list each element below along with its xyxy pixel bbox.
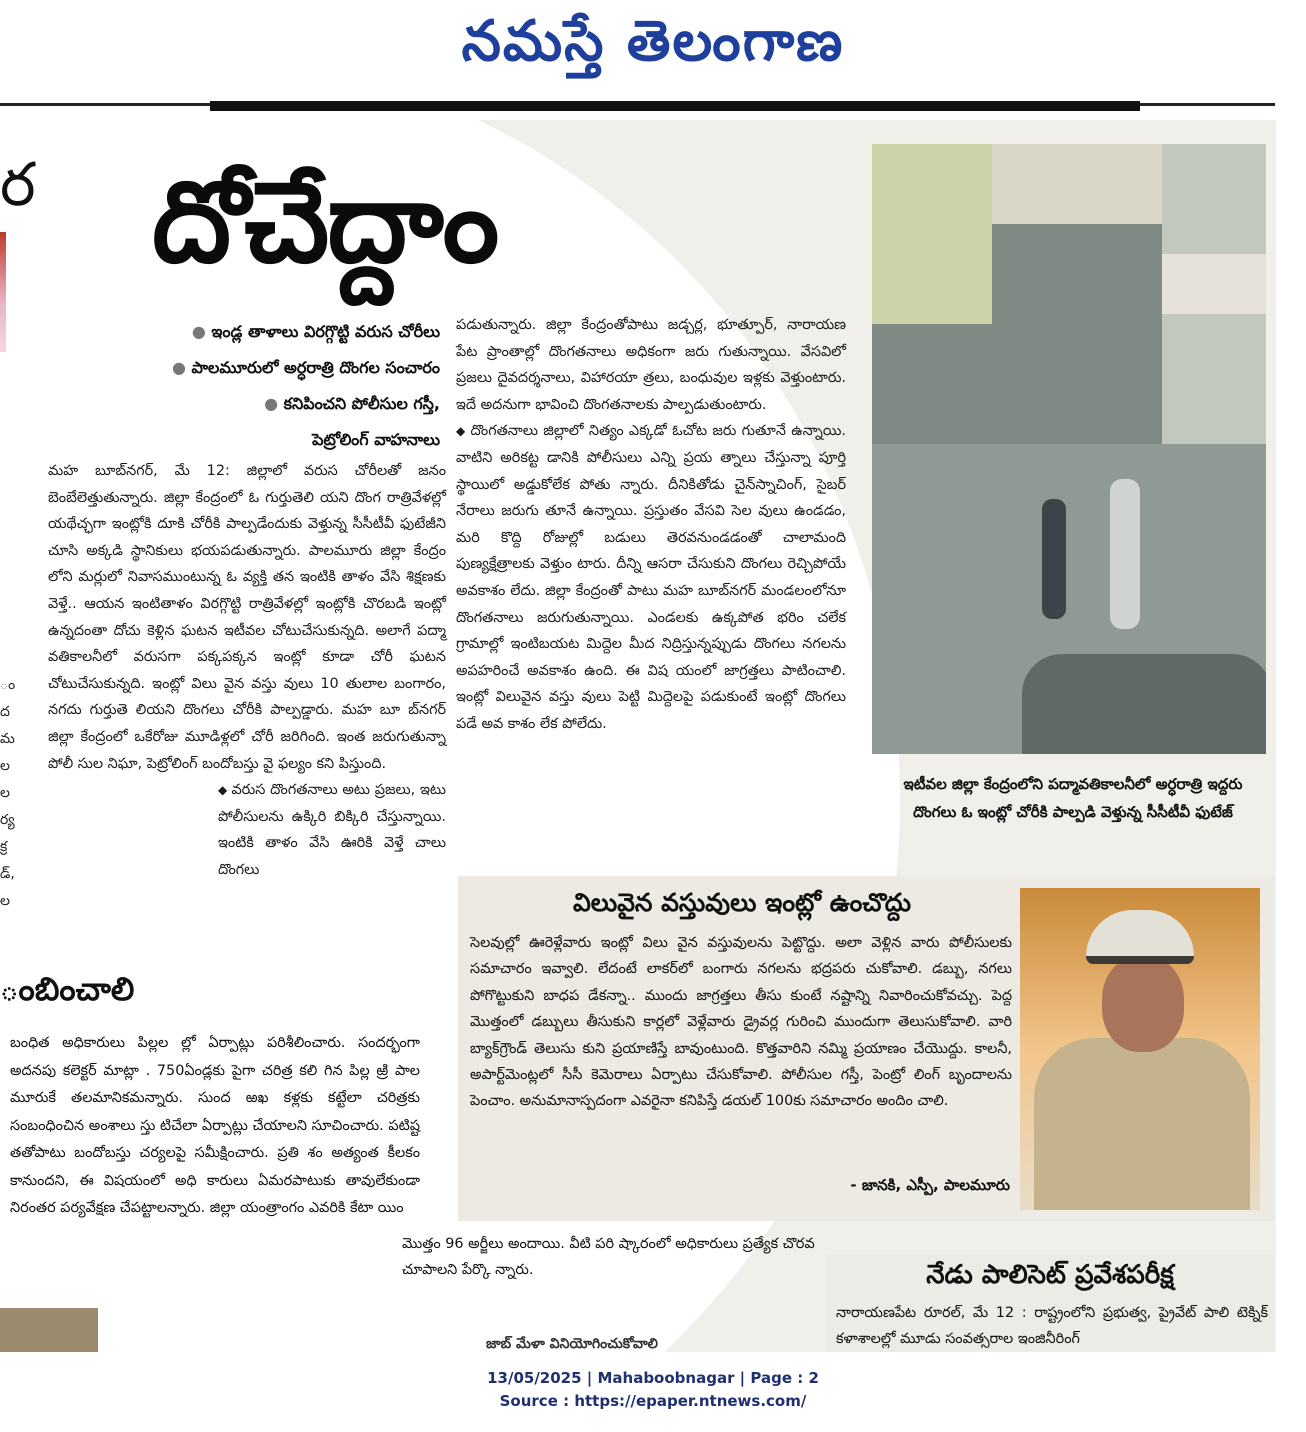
bullet-item: ● పాలమూరులో అర్ధరాత్రి దొంగల సంచారం [40, 350, 440, 386]
footer-source-link[interactable]: Source : https://epaper.ntnews.com/ [499, 1392, 807, 1410]
bullet-item: ● ఇండ్ల తాళాలు విరగ్గొట్టి వరుస చోరీలు [40, 314, 440, 350]
masthead-rule-center [210, 101, 1140, 111]
side-char: ల [0, 785, 10, 801]
masthead-rule-left [0, 103, 210, 106]
third-story-text: మొత్తం 96 అర్జీలు అందాయి. వీటి పరి ష్కారంలో అధికారులు ప్రత్యేక చొరవ చూపాలని పేర్కొ న్నారు. [402, 1236, 815, 1278]
cut-headline-glyph: ర [0, 150, 36, 220]
story-paragraph: ◆ దొంగతనాలు జిల్లాలో నిత్యం ఎక్కడో ఓచోట జరు గుతూనే ఉన్నాయి. వాటిని అరికట్ట డానికి పోలీసులు ఎన్ని ప్రయ త్నాలు చేస్తున్నా పూర్తి స్థాయిలో అడ్డుకోలేక పోతు న్నారు. దీనికితోడు చైన్‌స్నాచింగ్, సైబర్ నేరాలు జరుగు తూనే ఉన్నాయి. ప్రస్తుతం వేసవి సెల వులు ఉండడం, మరి కొద్ది రోజుల్లో బడులు తెరవనుండడంతో చాలామంది పుణ్యక్షేత్రాలకు వెళ్తుం టారు. దీన్ని ఆసరా చేసుకుని దొంగలు రెచ్చిపోయే అవకాశం లేదు. జిల్లా కేంద్రంతో పాటు మహ బూబ్‌నగర్ మండలంలోనూ దొంగతనాలు జరుగుతున్నాయి. ఎండలకు ఉక్కపోత భరిం చలేక గ్రామాల్లో ఇంటిబయట మిద్దెల మీద నిద్రిస్తున్నప్పుడు దొంగలు నగలను అపహరించే అవకాశం ఉంది. ఈ విష యంలో జాగ్రత్తలు పాటించాలి. ఇంట్లో విలువైన వస్తు వులు పెట్టి మిద్దెలపై పడుకుంటే ఇంట్లో దొంగలు పడే అవ కాశం లేక పోలేదు. [456, 418, 846, 737]
second-story-text: బంధిత అధికారులు పిల్లల ల్లో ఏర్పాట్లు పరిశీలించారు. సందర్భంగా అదనపు కలెక్టర్ మాట్లా . 750ఏండ్లకు పైగా చరిత్ర కలి గిన పిల్ల ఱ్రి పాల మూరుకే తలమానికమన్నారు. సుంద ఱఖ కళ్లకు కట్టేలా చరిత్రకు సంబంధించిన అంశాలు స్తు టిచేలా ఏర్పాట్లు చేయాలని సూచించారు. పటిష్ట తతోపాటు బందోబస్తు చర్యలపై సమీక్షించారు. ప్రతి శం అత్యంత కీలకం కానుందని, ఈ విషయంలో అధి కారులు ఏమరపాటుకు తావులేకుండా నిరంతర పర్యవేక్షణ చేపట్టాలన్నారు. జిల్లా యంత్రాంగం ఎవరికి కేటా యిం [10, 1035, 420, 1216]
cut-column-chars [0, 672, 24, 915]
cut-bottom-photo [0, 1308, 98, 1352]
polycet-text: నారాయణపేట రూరల్, మే 12 : రాష్ట్రంలోని ప్రభుత్వ, ప్రైవేట్ పాలి టెక్నిక్ కళాశాలల్లో మూడు సంవత్సరాల ఇంజినీరింగ్ [836, 1305, 1268, 1347]
masthead-rule-right [1140, 103, 1275, 106]
third-story-cut-heading: జాబ్ మేళా వినియోగించుకోవాలి [486, 1336, 658, 1352]
side-char: డ్, [0, 866, 15, 882]
photo-car [1022, 654, 1266, 754]
story-middle-column [456, 312, 846, 738]
cctv-photo [872, 144, 1266, 754]
side-char: మ [0, 731, 15, 747]
main-headline: దోచేద్దాం [152, 158, 498, 288]
bullet-highlights [40, 314, 440, 458]
advice-box-signature: - జానకి, ఎస్పీ, పాలమూరు [850, 1176, 1010, 1194]
officer-photo [1020, 888, 1260, 1210]
story-paragraph: ◆ వరుస దొంగతనాలు అటు ప్రజలు, ఇటు పోలీసులను ఉక్కిరి బిక్కిరి చేస్తున్నాయి. ఇంటికి తాళం వేసి ఊరికి వెళ్తే చాలు దొంగలు [218, 777, 446, 883]
side-char: క్ర [0, 839, 8, 855]
officer-uniform [1034, 1038, 1250, 1210]
photo-person [1110, 479, 1140, 629]
advice-box-text: సెలవుల్లో ఊరెళ్లేవారు ఇంట్లో విలు వైన వస్తువులను పెట్టొద్దు. అలా వెళ్లిన వారు పోలీసులకు సమాచారం ఇవ్వాలి. లేదంటే లాకర్‌లో బంగారు నగలను భద్రపరు చుకోవాలి. డబ్బు, నగలు పోగొట్టుకుని బాధప డేకన్నా.. ముందు జాగ్రత్తలు తీసు కుంటే నష్టాన్ని నివారించుకోవచ్చు. పెద్ద మొత్తంలో డబ్బులు తీసుకుని కార్లలో వెళ్లేవారు డ్రైవర్ల గురించి ముందుగా తెలుసుకోవాలి. వారి బ్యాక్‌గ్రౌండ్ తెలుసు కుని ప్రయాణిస్తే బావుంటుంది. కొత్తవారిని నమ్మి ప్రయాణం చేయొద్దు. కాలనీ, అపార్ట్‌మెంట్లలో సీసీ కెమెరాలు ఏర్పాటు చేసుకోవాలి. పోలీసుల గస్తీ, పెంట్రో లింగ్ బృందాలను పెంచాం. అనుమానాస్పదంగా ఎవరైనా కనిపిస్తే డయల్ 100కు సమాచారం అందిం చాలి. [470, 935, 1012, 1110]
photo-person [1042, 499, 1066, 619]
cut-photo-strip [0, 232, 6, 352]
polycet-title: నేడు పాలిసెట్ ప్రవేశపరీక్ష [926, 1260, 1174, 1290]
bullet-item: పెట్రోలింగ్ వాహనాలు [312, 430, 440, 449]
photo-house [872, 144, 992, 324]
side-char: ద [0, 704, 10, 720]
photo-gate [1162, 254, 1266, 314]
officer-face [1102, 956, 1184, 1052]
photo-caption: ఇటీవల జిల్లా కేంద్రంలోని పద్మావతికాలనీలో అర్ధరాత్రి ఇద్దరు దొంగలు ఓ ఇంట్లో చోరీకి పాల్పడి వెళ్తున్న సీసీటీవీ ఫుటేజ్ [903, 775, 1243, 821]
story-paragraph: మహ బూబ్‌నగర్, మే 12: జిల్లాలో వరుస చోరీలతో జనం బెంబేలెత్తుతున్నారు. జిల్లా కేంద్రంలో ఓ గుర్తుతెలి యని దొంగ రాత్రివేళల్లో యథేచ్ఛగా ఇంట్లోకి దూకి చోరీకి పాల్పడేందుకు వెళ్తున్న సీసీటీవీ ఫుటేజీని చూసి అక్కడి స్థానికులు భయపడుతున్నారు. పాలమూరు జిల్లా కేంద్రం లోని మర్లులో నివాసముంటున్న ఓ వ్యక్తి తన ఇంటికి తాళం వేసి శిక్షణకు వెళ్తే.. ఆయన ఇంటితాళం విరగ్గొట్టి రాత్రివేళల్లో ఇంట్లోకి చొరబడి ఇంట్లో ఉన్నదంతా దోచు కెళ్లిన ఘటన ఇటీవల చోటుచేసుకున్నది. అలాగే పద్మా వతికాలనీలో వరుసగా పక్కపక్కన ఇంట్లో కూడా చోరీ ఘటన చోటుచేసుకున్నది. ఇంట్లో విలు వైన వస్తు వులు 10 తులాల బంగారం, నగదు గుర్తుతె లియని దొంగలు చోరీకి పాల్పడ్డారు. మహ బూ బ్‌నగర్ జిల్లా కేంద్రంలో ఒకేరోజు మూడిళ్లలో చోరీ జరిగింది. ఇంత జరుగుతున్నా పోలీ సుల నిఘా, పెట్రోలింగ్ బందోబస్తు వై ఫల్యం కని పిస్తుంది. [48, 463, 446, 772]
story-left-column [48, 458, 446, 884]
story-paragraph: పడుతున్నారు. జిల్లా కేంద్రంతోపాటు జడ్చర్ల, భూత్పూర్, నారాయణ పేట ప్రాంతాల్లో దొంగతనాలు అధికంగా జరు గుతున్నాయి. వేసవిలో ప్రజలు దైవదర్శనాలు, విహారయా త్రలు, బంధువుల ఇళ్లకు వెళ్తుంటారు. ఇదే అదనుగా భావించి దొంగతనాలకు పాల్పడుతుంటారు. [456, 317, 846, 413]
side-char: ల [0, 758, 10, 774]
second-story-headline: ంబించాలి [0, 970, 135, 1008]
side-char: ల [0, 893, 10, 909]
footer-date-edition: 13/05/2025 | Mahaboobnagar | Page : 2 [487, 1369, 819, 1387]
side-char: ం [0, 677, 16, 693]
bullet-item: ● కనిపించని పోలీసుల గస్తీ, [40, 386, 440, 422]
side-char: ర్య [0, 812, 15, 828]
masthead-title: నమస్తే తెలంగాణ [461, 8, 845, 74]
advice-box-title: విలువైన వస్తువులు ఇంట్లో ఉంచొద్దు [572, 888, 912, 917]
